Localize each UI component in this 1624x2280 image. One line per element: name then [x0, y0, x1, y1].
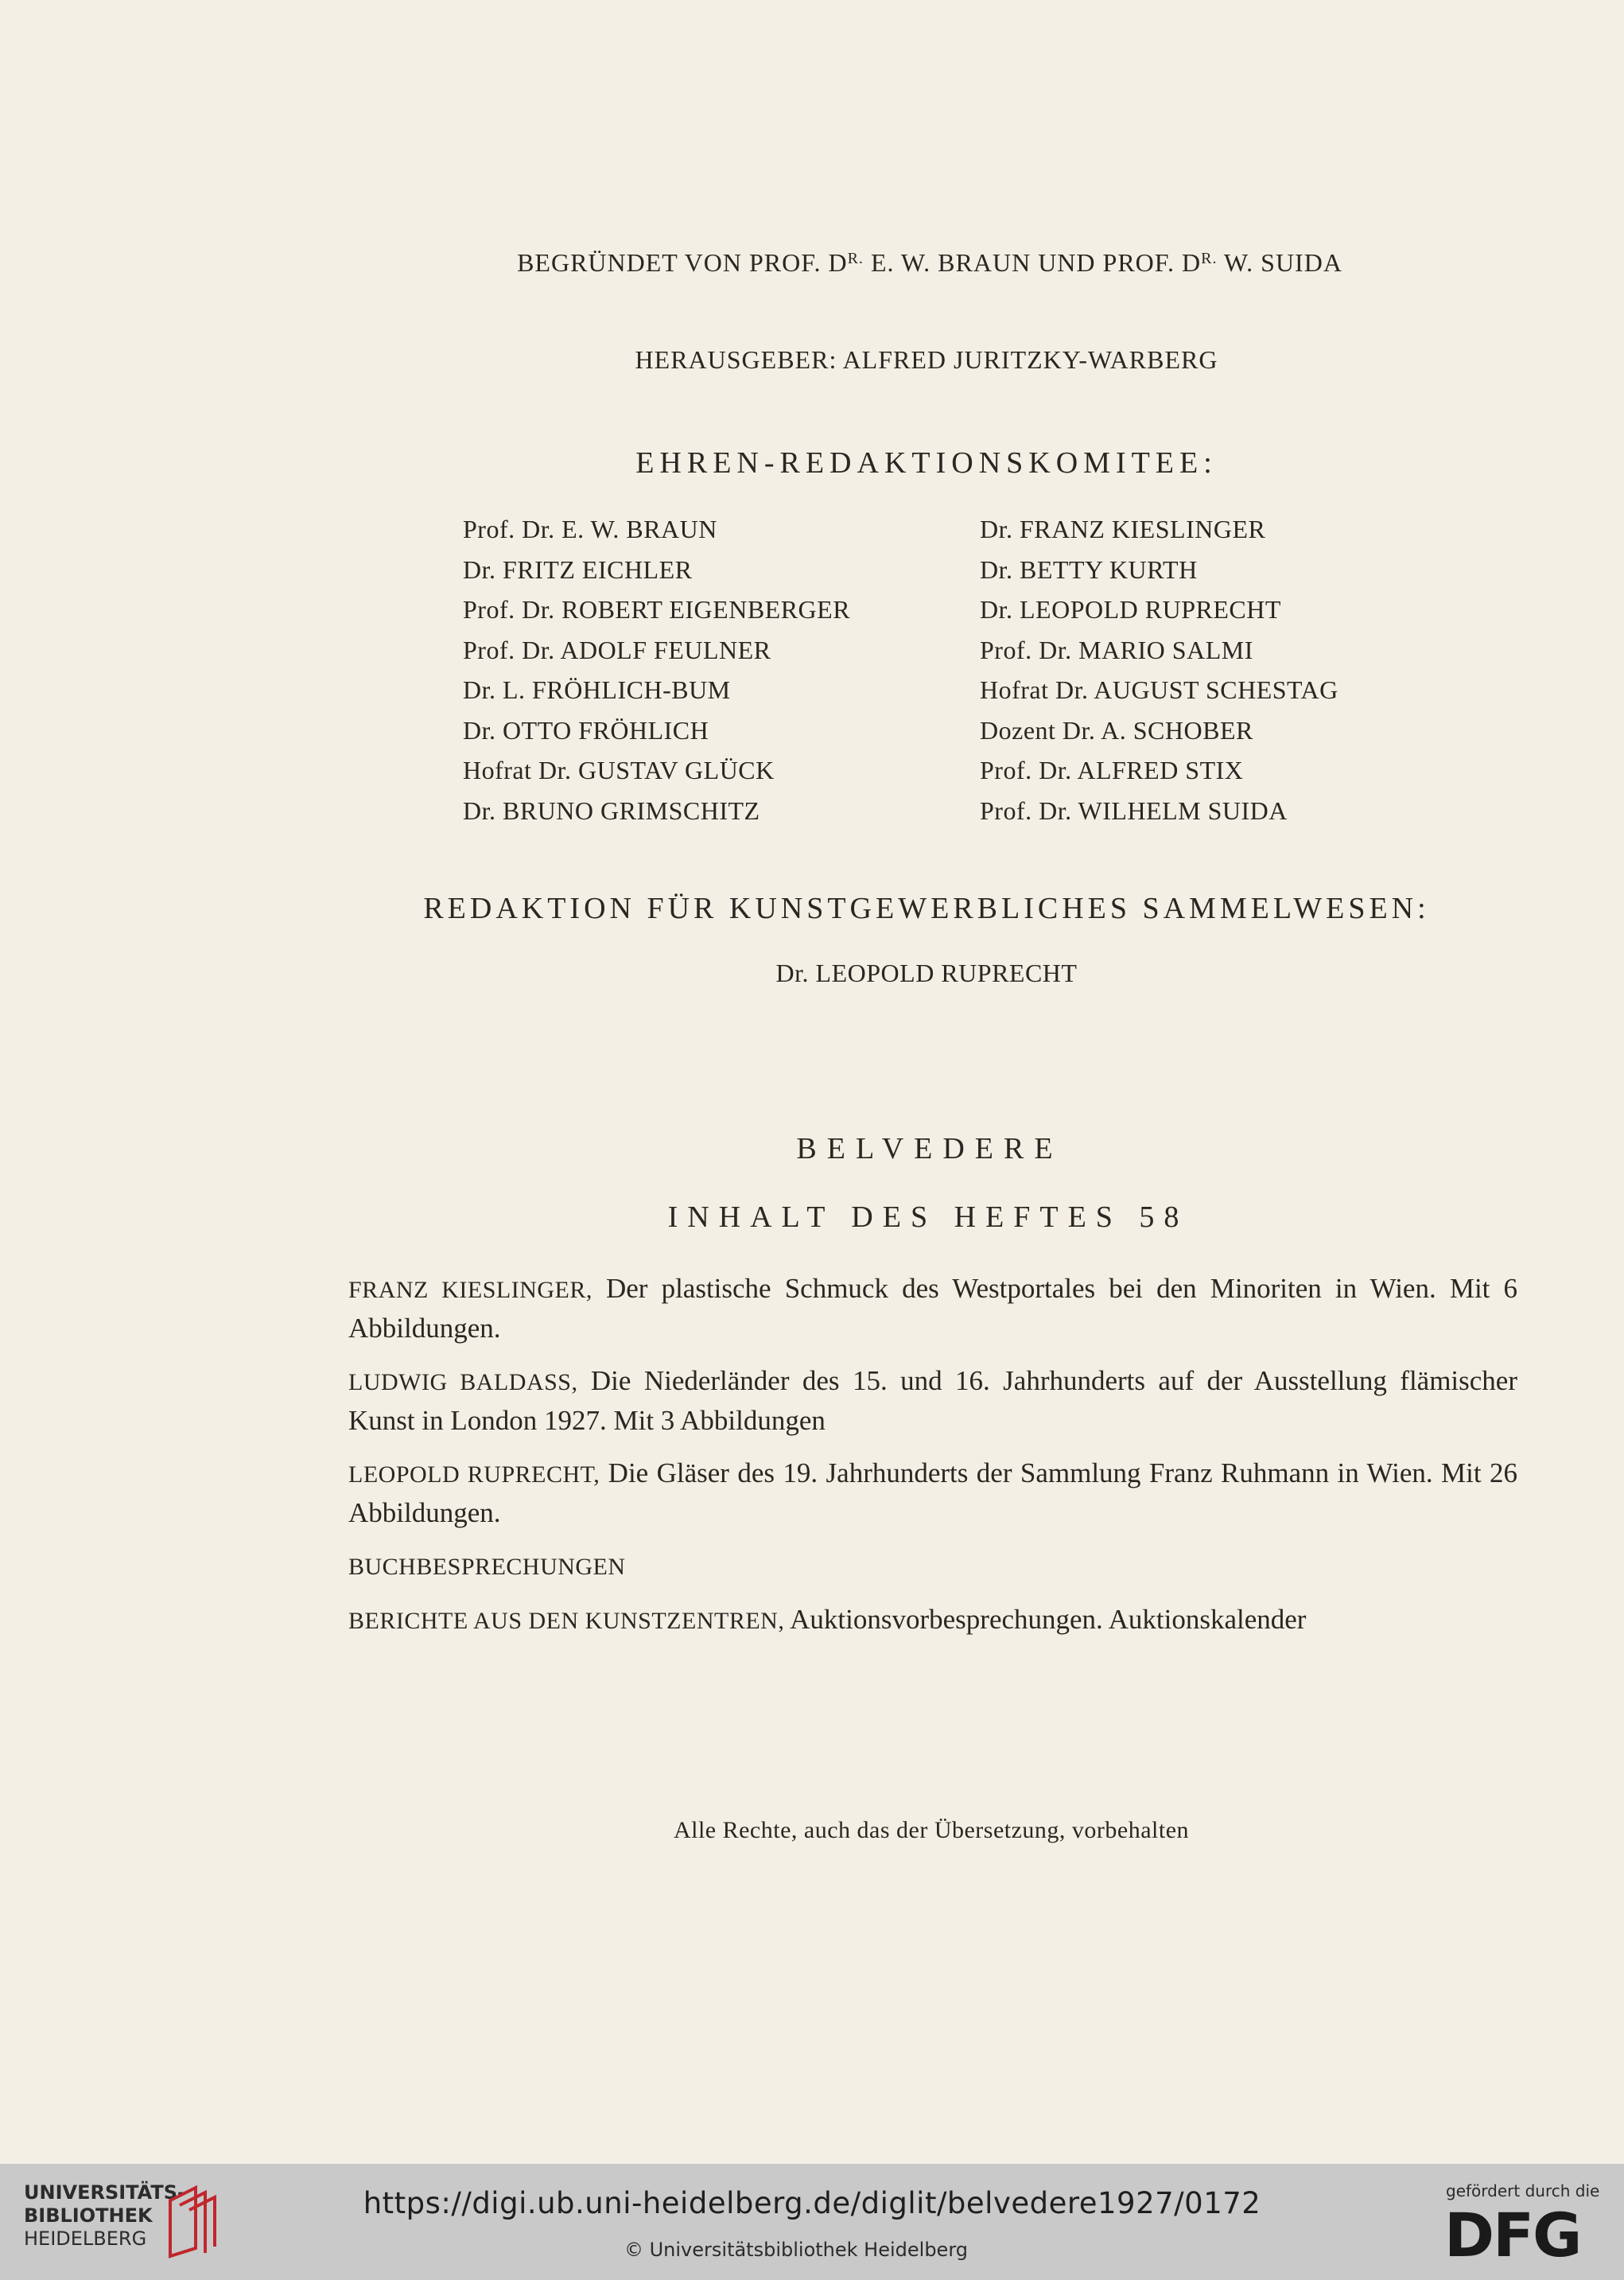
toc-author: LUDWIG BALDASS, [348, 1369, 578, 1395]
committee-member: Dr. BRUNO GRIMSCHITZ [463, 796, 760, 825]
footer-bar [0, 2164, 1624, 2280]
dfg-logo-text: DFG [1444, 2205, 1581, 2262]
toc-text: Die Niederländer des 15. und 16. Jahrhunderts auf der Ausstellung flämischer Kunst in London 1927. Mit 3 Abbildungen [348, 1365, 1517, 1436]
toc-entry [348, 1270, 1517, 1348]
committee-member: Prof. Dr. ADOLF FEULNER [463, 635, 771, 664]
table-of-contents [348, 1270, 1517, 1655]
committee-member: Dr. FRITZ EICHLER [463, 554, 693, 584]
toc-entry [348, 1601, 1517, 1640]
committee-member: Prof. Dr. E. W. BRAUN [463, 515, 717, 543]
committee-member: Dozent Dr. A. SCHOBER [980, 715, 1253, 745]
funding-caption: gefördert durch die [1446, 2181, 1600, 2200]
committee-member: Prof. Dr. WILHELM SUIDA [980, 796, 1288, 825]
committee-member: Hofrat Dr. GUSTAV GLÜCK [463, 756, 775, 784]
toc-text: Auktionsvorbesprechungen. Auktionskalender [784, 1604, 1307, 1635]
committee-member: Prof. Dr. MARIO SALMI [980, 635, 1253, 664]
contents-title: INHALT DES HEFTES 58 [667, 1200, 1189, 1234]
founders-line: BEGRÜNDET VON PROF. $D^{R.}$ E. W. BRAUN UND PROF. $D^{R.}$ W. SUIDA [517, 248, 1342, 277]
document-url-link[interactable]: https://digi.ub.uni-heidelberg.de/diglit/belvedere1927/0172 [363, 2186, 1261, 2220]
toc-author: LEOPOLD RUPRECHT, [348, 1461, 600, 1488]
dfg-logo-icon [1444, 2205, 1600, 2262]
toc-author: FRANZ KIESLINGER, [348, 1277, 592, 1303]
redaktion-title: REDAKTION FÜR KUNSTGEWERBLICHES SAMMELWESEN: [423, 892, 1430, 925]
toc-author: BUCHBESPRECHUNGEN [348, 1554, 626, 1580]
committee-member: Dr. L. FRÖHLICH-BUM [463, 675, 731, 704]
committee-member: Prof. Dr. ALFRED STIX [980, 756, 1244, 784]
toc-entry [348, 1547, 1517, 1586]
journal-title: BELVEDERE [796, 1132, 1063, 1165]
publisher-line: HERAUSGEBER: ALFRED JURITZKY-WARBERG [635, 345, 1218, 374]
committee-column-left [463, 509, 980, 831]
committee-member: Dr. FRANZ KIESLINGER [980, 515, 1266, 543]
committee-member: Prof. Dr. ROBERT EIGENBERGER [463, 595, 851, 624]
rights-notice: Alle Rechte, auch das der Übersetzung, vorbehalten [673, 1817, 1190, 1843]
committee-member: Hofrat Dr. AUGUST SCHESTAG [980, 675, 1338, 704]
copyright-text: © Universitätsbibliothek Heidelberg [624, 2239, 968, 2261]
committee-member: Dr. BETTY KURTH [980, 554, 1198, 584]
committee-title: EHREN-REDAKTIONSKOMITEE: [635, 446, 1218, 480]
committee-member: Dr. LEOPOLD RUPRECHT [980, 595, 1281, 624]
toc-text: Die Gläser des 19. Jahrhunderts der Sammlung Franz Ruhmann in Wien. Mit 26 Abbildungen. [348, 1457, 1518, 1528]
toc-entry [348, 1454, 1517, 1532]
toc-author: BERICHTE AUS DEN KUNSTZENTREN, [348, 1608, 785, 1634]
committee-list [463, 509, 1497, 831]
committee-column-right [980, 509, 1338, 831]
library-logo-text: UNIVERSITÄTS- BIBLIOTHEK HEIDELBERG [24, 2181, 186, 2250]
redaktion-name: Dr. LEOPOLD RUPRECHT [775, 959, 1078, 987]
toc-entry [348, 1362, 1517, 1440]
toc-text: Der plastische Schmuck des Westportales bei den Minoriten in Wien. Mit 6 Abbildungen. [348, 1273, 1518, 1344]
committee-member: Dr. OTTO FRÖHLICH [463, 715, 709, 745]
